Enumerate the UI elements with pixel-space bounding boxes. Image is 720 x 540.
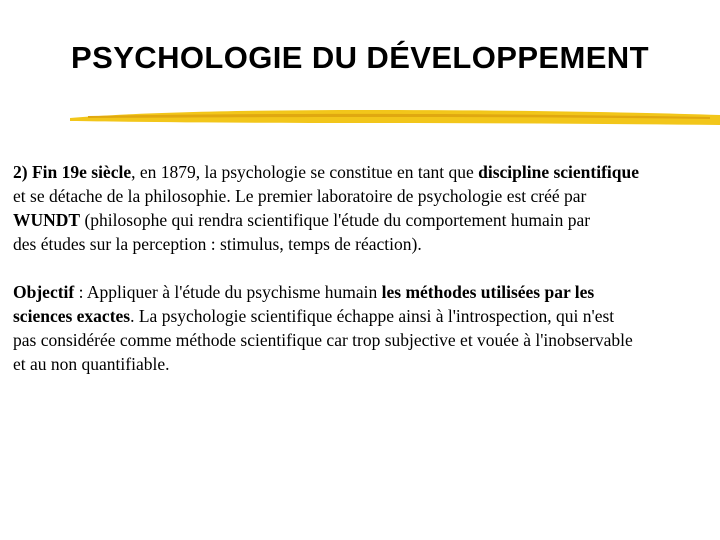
text-run: : Appliquer à l'étude du psychisme humain — [74, 282, 382, 302]
text-line: et au non quantifiable. — [13, 354, 170, 374]
text-run: (philosophe qui rendra scientifique l'étude du comportement humain par — [80, 210, 591, 230]
text-line — [13, 280, 720, 304]
emphasis-objectif: Objectif — [13, 282, 75, 302]
text-line: pas considérée comme méthode scientifique car trop subjective et vouée à l'inobservable — [13, 330, 633, 350]
title-underline-brushstroke — [70, 104, 720, 130]
paragraph-history — [13, 160, 720, 256]
emphasis-methods: les méthodes utilisées par les — [381, 282, 595, 302]
text-run: , en 1879, la psychologie se constitue en tant que — [131, 162, 479, 182]
text-run: . La psychologie scientifique échappe ainsi à l'introspection, qui n'est — [130, 306, 615, 326]
text-line: des études sur la perception : stimulus, temps de réaction). — [13, 234, 422, 254]
emphasis-wundt: WUNDT — [13, 210, 81, 230]
emphasis-sciences: sciences exactes — [13, 306, 131, 326]
text-line — [13, 304, 720, 328]
text-line — [13, 208, 720, 232]
paragraph-objective — [13, 280, 720, 376]
emphasis-discipline: discipline scientifique — [478, 162, 640, 182]
slide-title: PSYCHOLOGIE DU DÉVELOPPEMENT — [71, 40, 649, 75]
slide-body — [13, 160, 720, 376]
emphasis-date: 2) Fin 19e siècle — [13, 162, 132, 182]
text-line: et se détache de la philosophie. Le premier laboratoire de psychologie est créé par — [13, 186, 587, 206]
text-line — [13, 160, 720, 184]
